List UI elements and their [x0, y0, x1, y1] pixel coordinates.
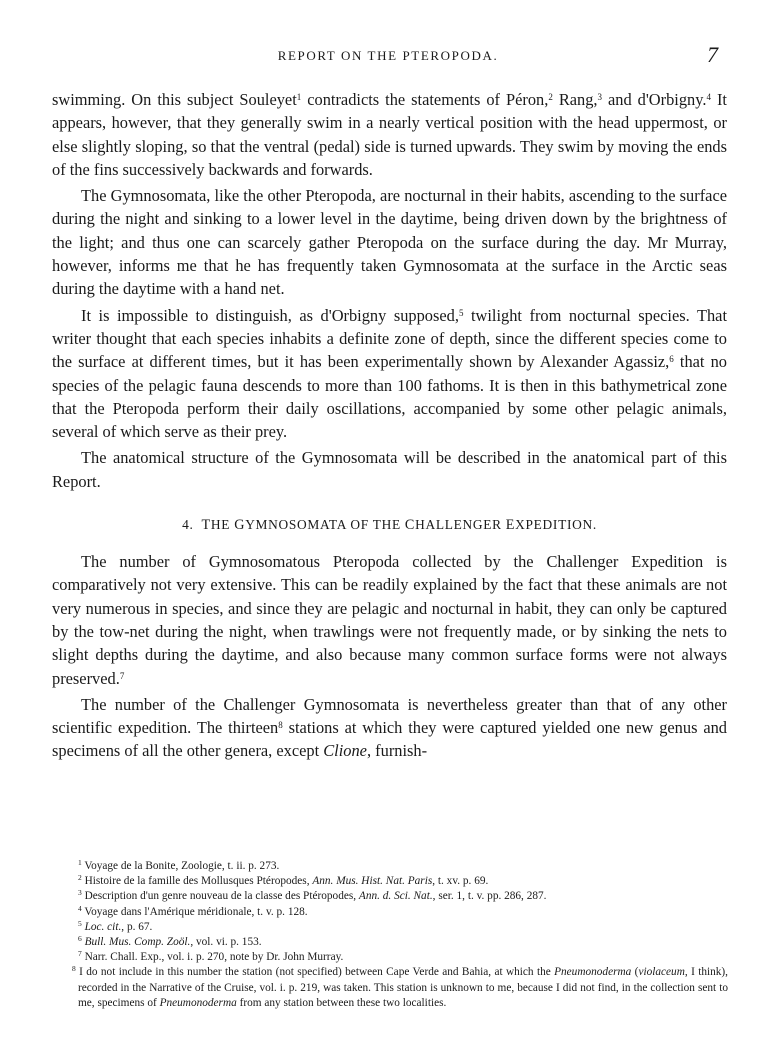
paragraph-nocturnal: The Gymnosomata, like the other Pteropoda, are nocturnal in their habits, ascending to the surface during the night and sinking to a lower level in the daytime, being driven down by the brightness of the light; and thus one can scarcely gather Pteropoda on the surface during the day. Mr Murray, however, informs me that he has frequently taken Gymnosomata at the surface in the Arctic seas during the daytime with a hand net. [52, 186, 727, 299]
footnote-mark: 4 [78, 903, 82, 913]
citation-abbrev: Loc. cit. [81, 920, 122, 933]
text-run: and d'Orbigny. [602, 90, 707, 109]
journal-title: Bull. Mus. Comp. Zoöl. [81, 936, 191, 949]
text-run: contradicts the statements of Péron, [301, 90, 549, 109]
footnote-4 [78, 905, 728, 920]
running-head [0, 42, 776, 66]
heading-run: YMNOSOMATA OF THE [245, 517, 405, 533]
footnote-ref-4: 4 [706, 92, 711, 102]
footnote-text: I do not include in this number the station (not specified) between Cape Verde and Bahia, at which the [75, 966, 555, 979]
footnote-3 [78, 889, 728, 904]
footnote-text: Histoire de la famille des Mollusques Ptéropodes, [81, 875, 313, 888]
footnote-text: , ser. 1, t. v. pp. 286, 287. [432, 890, 547, 903]
heading-run: HE [210, 517, 235, 533]
footnote-5 [78, 920, 728, 935]
footnote-text: Narr. Chall. Exp., vol. i. p. 270, note by Dr. John Murray. [81, 951, 344, 964]
text-run: The number of the Challenger Gymnosomata is nevertheless greater than that of any other scientific expedition. The thirteen [52, 694, 727, 738]
footnote-ref-7: 7 [119, 670, 125, 681]
footnote-2 [78, 874, 728, 889]
footnote-ref-1: 1 [296, 92, 302, 102]
footnote-ref-2: 2 [548, 92, 553, 102]
text-run: that no species of the pelagic fauna descends to more than 100 fathoms. It is then in this bathymetrical zone that the Pteropoda perform their daily oscillations, accompanied by some other pelagic animals, several of which serve as their prey. [52, 352, 727, 442]
footnote-6 [78, 935, 728, 950]
text-run: swimming. On this subject Souleyet [52, 90, 297, 109]
footnote-text: Description d'un genre nouveau de la classe des Ptéropodes, [81, 890, 359, 903]
heading-cap: G [234, 517, 246, 534]
genus-name: Pneumonoderma [159, 996, 237, 1009]
footnote-text: , I think), recorded in the Narrative of the Cruise, vol. i. p. 219, was taken. This station is unknown to me, because I did not find, in the collection sent to me, specimens of [78, 966, 728, 1009]
journal-title: Ann. Mus. Hist. Nat. Paris [312, 875, 433, 888]
footnote-mark: 1 [78, 858, 82, 867]
footnote-text: from any station between these two localities. [236, 996, 447, 1009]
page-number: 7 [707, 42, 718, 67]
footnote-ref-6: 6 [669, 354, 674, 365]
heading-cap: E [505, 517, 516, 534]
species-name: violaceum [638, 966, 685, 979]
text-run: The number of Gymnosomatous Pteropoda collected by the Challenger Expedition is comparatively not very extensive. This can be readily explained by the fact that these animals are not very numerous in species, and since they are pelagic and nocturnal in habit, they can only be captured by the tow-net during the night, when trawlings were not frequently made, or by sinking the nets to slight depths during the daytime, and also because many common surface forms were not always preserved. [52, 552, 727, 688]
footnote-mark: 3 [78, 888, 82, 898]
footnote-mark: 7 [78, 949, 82, 959]
text-run: It appears, however, that they generally swim in a nearly vertical position with the head uppermost, or else slightly sloping, so that the ventral (pedal) side is turned upwards. They swim by moving the ends of the fins successively backwards and forwards. [52, 90, 727, 179]
footnote-mark: 6 [78, 934, 82, 944]
text-run: Rang, [552, 90, 598, 109]
body-text [52, 88, 727, 766]
journal-title: Ann. d. Sci. Nat. [358, 890, 433, 903]
footnote-text: Voyage dans l'Amérique méridionale, t. v. p. 128. [81, 905, 308, 918]
heading-run: HALLENGER [415, 517, 506, 533]
footnote-mark: 2 [78, 873, 82, 883]
heading-cap: T [201, 517, 211, 534]
footnote-text: , p. 67. [121, 920, 153, 933]
paragraph-collection [52, 550, 727, 690]
section-number: 4. [182, 517, 194, 533]
text-run: stations at which they were captured yielded one new genus and specimens of all the other genera, except [52, 718, 727, 761]
paragraph-twilight [52, 304, 727, 444]
heading-run: XPEDITION. [515, 517, 597, 533]
footnote-text: , vol. vi. p. 153. [190, 936, 262, 949]
footnote-ref-8: 8 [278, 720, 283, 731]
paragraph-stations [52, 693, 727, 763]
footnote-ref-5: 5 [458, 307, 464, 318]
footnote-mark: 8 [72, 964, 76, 974]
text-run: twilight from nocturnal species. That writer thought that each species inhabits a definite zone of depth, since the different species come to the surface at different times, but it has been experimentally shown by Alexander Agassiz, [52, 305, 727, 372]
running-title: REPORT ON THE PTEROPODA. [277, 48, 499, 63]
footnote-7 [78, 950, 728, 965]
footnote-mark: 5 [78, 918, 82, 928]
footnote-text: ( [631, 966, 639, 979]
genus-name: Clione [323, 741, 367, 761]
section-heading [52, 517, 727, 534]
footnote-text: , t. xv. p. 69. [432, 875, 489, 888]
paragraph-swimming [52, 88, 727, 181]
text-run: , furnish- [366, 741, 428, 761]
heading-cap: C [404, 517, 416, 534]
footnote-1 [78, 859, 728, 874]
footnote-8 [72, 964, 728, 1011]
footnote-ref-3: 3 [597, 92, 603, 102]
footnote-text: Voyage de la Bonite, Zoologie, t. ii. p. 273. [81, 860, 280, 872]
paragraph-anatomy: The anatomical structure of the Gymnosomata will be described in the anatomical part of this Report. [52, 448, 727, 491]
text-run: It is impossible to distinguish, as d'Orbigny supposed, [81, 305, 459, 325]
genus-name: Pneumonoderma [554, 966, 632, 979]
footnotes [72, 858, 728, 1011]
